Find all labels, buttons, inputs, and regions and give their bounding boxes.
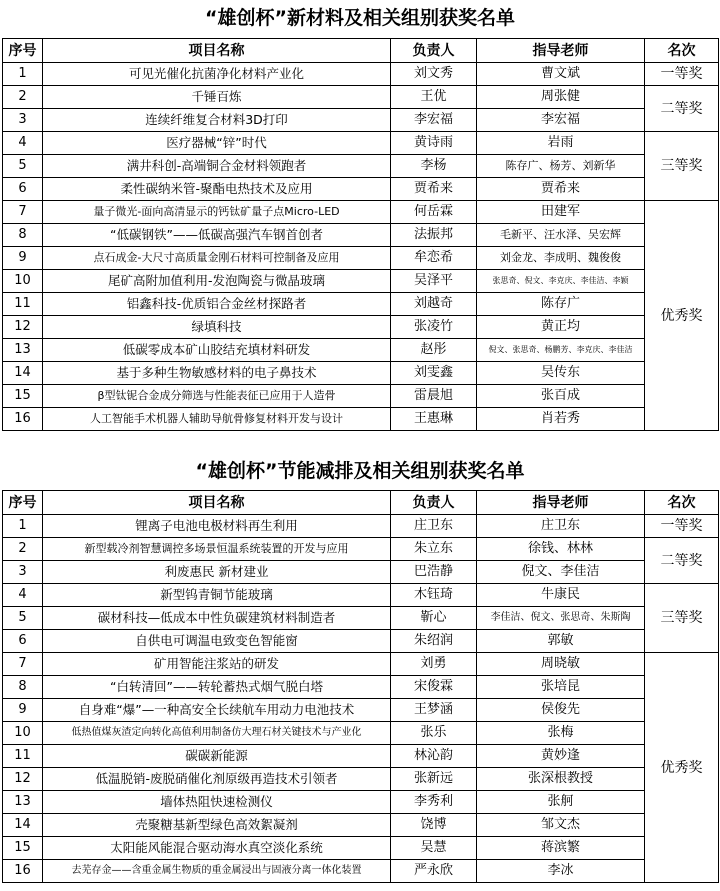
cell-leader: 刘雯鑫 [391, 362, 477, 385]
cell-rank: 二等奖 [645, 86, 719, 132]
cell-project: 去芜存金——含重金属生物质的重金属浸出与固液分离一体化装置 [43, 860, 391, 883]
cell-no: 16 [3, 860, 43, 883]
cell-no: 2 [3, 538, 43, 561]
cell-project: 基于多种生物敏感材料的电子鼻技术 [43, 362, 391, 385]
cell-advisor: 毛新平、汪水泽、吴宏辉 [477, 224, 645, 247]
table-row [3, 768, 719, 791]
cell-advisor: 侯俊先 [477, 699, 645, 722]
cell-no: 14 [3, 362, 43, 385]
cell-project: 千锤百炼 [43, 86, 391, 109]
table-row [3, 293, 719, 316]
cell-project: 连续纤维复合材料3D打印 [43, 109, 391, 132]
cell-no: 1 [3, 515, 43, 538]
cell-leader: 何岳霖 [391, 201, 477, 224]
cell-leader: 木钰琦 [391, 584, 477, 607]
cell-no: 3 [3, 561, 43, 584]
table1-title: “雄创杯”新材料及相关组别获奖名单 [205, 7, 515, 29]
table-row [3, 86, 719, 109]
table-row [3, 224, 719, 247]
cell-no: 4 [3, 584, 43, 607]
cell-no: 12 [3, 316, 43, 339]
table-row [3, 247, 719, 270]
cell-project: 太阳能风能混合驱动海水真空淡化系统 [43, 837, 391, 860]
cell-no: 16 [3, 408, 43, 431]
cell-advisor: 蒋滨繁 [477, 837, 645, 860]
cell-no: 13 [3, 339, 43, 362]
table-header-row [3, 491, 719, 515]
cell-advisor: 郭敏 [477, 630, 645, 653]
cell-no: 3 [3, 109, 43, 132]
cell-project: 新型载冷剂智慧调控多场景恒温系统装置的开发与应用 [43, 538, 391, 561]
cell-leader: 宋俊霖 [391, 676, 477, 699]
table-row [3, 316, 719, 339]
cell-leader: 张新远 [391, 768, 477, 791]
cell-no: 15 [3, 837, 43, 860]
cell-advisor: 贾希来 [477, 178, 645, 201]
cell-leader: 李秀利 [391, 791, 477, 814]
table-row [3, 814, 719, 837]
cell-project: β型钛铌合金成分筛选与性能表征已应用于人造骨 [43, 385, 391, 408]
cell-no: 5 [3, 607, 43, 630]
cell-leader: 贾希来 [391, 178, 477, 201]
cell-leader: 张乐 [391, 722, 477, 745]
cell-no: 7 [3, 201, 43, 224]
cell-no: 13 [3, 791, 43, 814]
cell-advisor: 张舸 [477, 791, 645, 814]
table-row [3, 339, 719, 362]
cell-rank: 优秀奖 [645, 653, 719, 883]
cell-rank: 三等奖 [645, 584, 719, 653]
cell-project: 柔性碳纳米管-聚酯电热技术及应用 [43, 178, 391, 201]
table-row [3, 791, 719, 814]
cell-rank: 优秀奖 [645, 201, 719, 431]
cell-advisor: 李宏福 [477, 109, 645, 132]
table-row [3, 362, 719, 385]
cell-leader: 黄诗雨 [391, 132, 477, 155]
cell-project: 碳碳新能源 [43, 745, 391, 768]
cell-project: 医疗器械“锌”时代 [43, 132, 391, 155]
cell-advisor: 张思奇、倪文、李克庆、李佳洁、李颖 [477, 270, 645, 293]
cell-no: 9 [3, 699, 43, 722]
table-row [3, 515, 719, 538]
header-leader: 负责人 [391, 491, 477, 515]
cell-leader: 李杨 [391, 155, 477, 178]
cell-advisor: 田建军 [477, 201, 645, 224]
cell-advisor: 刘金龙、李成明、魏俊俊 [477, 247, 645, 270]
cell-advisor: 张梅 [477, 722, 645, 745]
cell-leader: 刘越奇 [391, 293, 477, 316]
cell-project: 自身难“爆”—一种高安全长续航车用动力电池技术 [43, 699, 391, 722]
cell-project: 碳材科技—低成本中性负碳建筑材料制造者 [43, 607, 391, 630]
cell-advisor: 肖若秀 [477, 408, 645, 431]
table-row [3, 607, 719, 630]
cell-project: 可见光催化抗菌净化材料产业化 [43, 63, 391, 86]
header-no: 序号 [3, 39, 43, 63]
header-rank: 名次 [645, 39, 719, 63]
table-row [3, 270, 719, 293]
cell-advisor: 张深根教授 [477, 768, 645, 791]
cell-leader: 靳心 [391, 607, 477, 630]
cell-project: 壳聚糖基新型绿色高效絮凝剂 [43, 814, 391, 837]
cell-leader: 赵彤 [391, 339, 477, 362]
table2-title: “雄创杯”节能减排及相关组别获奖名单 [195, 460, 525, 482]
cell-advisor: 徐钱、林林 [477, 538, 645, 561]
cell-advisor: 张百成 [477, 385, 645, 408]
header-no: 序号 [3, 491, 43, 515]
cell-advisor: 邹文杰 [477, 814, 645, 837]
cell-leader: 刘勇 [391, 653, 477, 676]
cell-leader: 王惠琳 [391, 408, 477, 431]
cell-no: 14 [3, 814, 43, 837]
table-row [3, 837, 719, 860]
cell-leader: 李宏福 [391, 109, 477, 132]
cell-leader: 王优 [391, 86, 477, 109]
cell-leader: 张凌竹 [391, 316, 477, 339]
header-project: 项目名称 [43, 491, 391, 515]
table-row [3, 132, 719, 155]
cell-project: 锂离子电池电极材料再生利用 [43, 515, 391, 538]
table-row [3, 538, 719, 561]
cell-project: 自供电可调温电致变色智能窗 [43, 630, 391, 653]
table-row [3, 722, 719, 745]
cell-no: 1 [3, 63, 43, 86]
award-table-new-materials [2, 38, 719, 431]
cell-no: 8 [3, 676, 43, 699]
cell-leader: 法振邦 [391, 224, 477, 247]
table-row [3, 584, 719, 607]
cell-advisor: 岩雨 [477, 132, 645, 155]
table-row [3, 178, 719, 201]
cell-project: 尾矿高附加值利用-发泡陶瓷与微晶玻璃 [43, 270, 391, 293]
table-row [3, 408, 719, 431]
cell-project: 绿填科技 [43, 316, 391, 339]
cell-leader: 雷晨旭 [391, 385, 477, 408]
cell-project: “低碳钢铁”——低碳高强汽车钢首创者 [43, 224, 391, 247]
cell-rank: 二等奖 [645, 538, 719, 584]
cell-leader: 吴慧 [391, 837, 477, 860]
cell-advisor: 吴传东 [477, 362, 645, 385]
cell-leader: 王梦涵 [391, 699, 477, 722]
cell-project: 人工智能手术机器人辅助导航骨修复材料开发与设计 [43, 408, 391, 431]
cell-no: 9 [3, 247, 43, 270]
table-row [3, 201, 719, 224]
cell-project: 矿用智能注浆站的研发 [43, 653, 391, 676]
cell-advisor: 庄卫东 [477, 515, 645, 538]
cell-leader: 朱立东 [391, 538, 477, 561]
cell-advisor: 倪文、李佳洁 [477, 561, 645, 584]
cell-no: 11 [3, 745, 43, 768]
table-row [3, 676, 719, 699]
cell-no: 11 [3, 293, 43, 316]
header-advisor: 指导老师 [477, 39, 645, 63]
cell-no: 6 [3, 630, 43, 653]
table-row [3, 155, 719, 178]
cell-advisor: 张培昆 [477, 676, 645, 699]
cell-project: 低温脱销-废脱硝催化剂原级再造技术引领者 [43, 768, 391, 791]
cell-no: 2 [3, 86, 43, 109]
cell-advisor: 李冰 [477, 860, 645, 883]
cell-no: 4 [3, 132, 43, 155]
cell-leader: 牟恋希 [391, 247, 477, 270]
cell-rank: 一等奖 [645, 63, 719, 86]
cell-project: 满井科创-高端铜合金材料领跑者 [43, 155, 391, 178]
cell-no: 10 [3, 722, 43, 745]
award-table-energy-saving [2, 490, 719, 883]
cell-rank: 三等奖 [645, 132, 719, 201]
cell-no: 12 [3, 768, 43, 791]
cell-leader: 朱绍润 [391, 630, 477, 653]
table-row [3, 385, 719, 408]
cell-advisor: 周张健 [477, 86, 645, 109]
cell-advisor: 倪文、张思奇、杨鹏芳、李克庆、李佳洁 [477, 339, 645, 362]
cell-leader: 庄卫东 [391, 515, 477, 538]
table-header-row [3, 39, 719, 63]
cell-leader: 刘文秀 [391, 63, 477, 86]
cell-project: 利废惠民 新材建业 [43, 561, 391, 584]
cell-leader: 吴泽平 [391, 270, 477, 293]
cell-rank: 一等奖 [645, 515, 719, 538]
cell-no: 10 [3, 270, 43, 293]
cell-advisor: 陈存广、杨芳、刘新华 [477, 155, 645, 178]
table-row [3, 699, 719, 722]
cell-no: 15 [3, 385, 43, 408]
cell-project: 墙体热阻快速检测仪 [43, 791, 391, 814]
cell-no: 5 [3, 155, 43, 178]
cell-advisor: 李佳洁、倪文、张思奇、朱斯陶 [477, 607, 645, 630]
cell-advisor: 黄妙逢 [477, 745, 645, 768]
header-rank: 名次 [645, 491, 719, 515]
cell-leader: 严永欣 [391, 860, 477, 883]
cell-leader: 巴浩静 [391, 561, 477, 584]
header-project: 项目名称 [43, 39, 391, 63]
table-row [3, 63, 719, 86]
table-row [3, 653, 719, 676]
cell-project: 低热值煤灰渣定向转化高值利用制备仿大理石材关键技术与产业化 [43, 722, 391, 745]
cell-project: 量子微光-面向高清显示的钙钛矿量子点Micro-LED [43, 201, 391, 224]
cell-project: “白转清回”——转轮蓄热式烟气脱白塔 [43, 676, 391, 699]
cell-project: 新型钨青铜节能玻璃 [43, 584, 391, 607]
cell-project: 点石成金-大尺寸高质量金刚石材料可控制备及应用 [43, 247, 391, 270]
table-row [3, 561, 719, 584]
cell-advisor: 周晓敏 [477, 653, 645, 676]
cell-no: 6 [3, 178, 43, 201]
header-leader: 负责人 [391, 39, 477, 63]
cell-no: 8 [3, 224, 43, 247]
cell-advisor: 牛康民 [477, 584, 645, 607]
cell-project: 低碳零成本矿山胶结充填材料研发 [43, 339, 391, 362]
cell-advisor: 陈存广 [477, 293, 645, 316]
table-row [3, 630, 719, 653]
header-advisor: 指导老师 [477, 491, 645, 515]
cell-leader: 林沁韵 [391, 745, 477, 768]
cell-advisor: 曹文斌 [477, 63, 645, 86]
cell-advisor: 黄正均 [477, 316, 645, 339]
table-row [3, 109, 719, 132]
table-row [3, 860, 719, 883]
cell-leader: 饶博 [391, 814, 477, 837]
cell-project: 铝鑫科技-优质铝合金丝材探路者 [43, 293, 391, 316]
cell-no: 7 [3, 653, 43, 676]
table-row [3, 745, 719, 768]
